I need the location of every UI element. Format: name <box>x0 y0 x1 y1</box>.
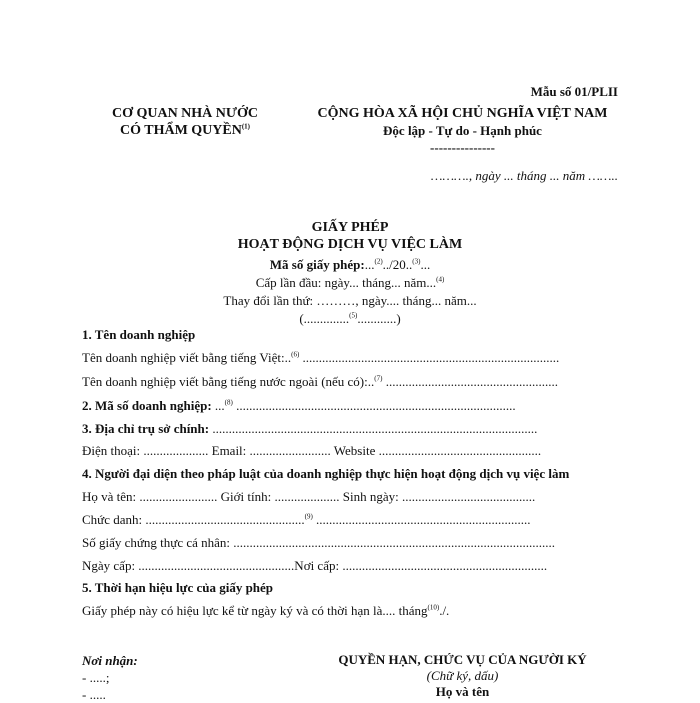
national-header <box>300 105 625 156</box>
change-note-before: (.............. <box>299 311 350 326</box>
section-5-title: 5. Thời hạn hiệu lực của giấy phép <box>82 580 274 595</box>
motto: Độc lập - Tự do - Hạnh phúc <box>383 123 542 138</box>
signer-title: QUYỀN HẠN, CHỨC VỤ CỦA NGƯỜI KÝ <box>338 652 587 667</box>
position-field-extra[interactable]: .................................................................. <box>312 512 531 527</box>
enterprise-code-field[interactable]: ...................................................................................... <box>232 398 516 413</box>
company-name-vn-line <box>82 350 559 366</box>
head-office-address-field[interactable]: .................................................................................................... <box>209 421 538 436</box>
company-name-foreign-note: (7) <box>374 374 383 383</box>
first-issue-note: (4) <box>436 275 445 284</box>
section-1-title: 1. Tên doanh nghiệp <box>82 327 196 342</box>
issue-date-place-line[interactable]: Ngày cấp: ................................................Nơi cấp: ............................................................... <box>82 558 548 573</box>
position-note: (9) <box>304 512 313 521</box>
validity-end: ./. <box>439 603 450 618</box>
company-name-foreign-line <box>82 374 558 390</box>
contact-line[interactable]: Điện thoại: .................... Email: ......................... Website .................................................. <box>82 443 542 458</box>
section-2-prefix: ... <box>211 398 225 413</box>
recipients-label: Nơi nhận: <box>82 653 138 668</box>
section-3-title: 3. Địa chỉ trụ sở chính: <box>82 421 210 436</box>
license-note-2: (2) <box>374 257 383 266</box>
license-info <box>0 256 700 328</box>
change-line: Thay đổi lần thứ: ………, ngày.... tháng... năm... <box>223 293 477 308</box>
authority-line1: CƠ QUAN NHÀ NƯỚC <box>111 106 259 121</box>
authority-line2 <box>100 122 270 139</box>
recipients-block <box>82 652 138 703</box>
recipient-item: - ..... <box>82 687 106 702</box>
authority-line2-text: CÓ THẨM QUYỀN <box>119 123 242 138</box>
validity-text: Giấy phép này có hiệu lực kể từ ngày ký và có thời hạn là.... tháng <box>82 603 428 618</box>
license-number-part2: ../20.. <box>382 257 413 272</box>
change-note-ref: (5) <box>349 311 358 320</box>
section-4-title: 4. Người đại diện theo pháp luật của doanh nghiệp thực hiện hoạt động dịch vụ việc làm <box>82 466 570 481</box>
section-2-line <box>82 398 516 414</box>
signer-name: Họ và tên <box>435 684 490 699</box>
sign-note: (Chữ ký, dấu) <box>426 668 499 683</box>
section-2-title: 2. Mã số doanh nghiệp: <box>82 398 212 413</box>
license-number <box>0 256 700 274</box>
form-code: Mẫu số 01/PLII <box>530 84 618 99</box>
company-name-vn-field[interactable]: ............................................................................... <box>299 350 560 365</box>
section-3-line <box>82 421 537 437</box>
license-number-part1: ... <box>364 257 375 272</box>
authority-note: (1) <box>241 122 251 131</box>
change-note-line <box>0 310 700 328</box>
title-line2: HOẠT ĐỘNG DỊCH VỤ VIỆC LÀM <box>237 237 463 252</box>
issuing-authority <box>100 105 270 139</box>
change-note-after: ............) <box>357 311 401 326</box>
license-number-part3: ... <box>420 257 431 272</box>
id-document-line[interactable]: Số giấy chứng thực cá nhân: ................................................................................................... <box>82 535 556 550</box>
license-number-label: Mã số giấy phép: <box>269 257 365 272</box>
first-issue-line <box>0 274 700 292</box>
section-2-note: (8) <box>224 398 233 407</box>
company-name-vn-note: (6) <box>291 350 300 359</box>
recipient-item: - .....; <box>82 670 110 685</box>
company-name-vn-label: Tên doanh nghiệp viết bằng tiếng Việt:.. <box>82 350 292 365</box>
license-note-3: (3) <box>412 257 421 266</box>
country-name: CỘNG HÒA XÃ HỘI CHỦ NGHĨA VIỆT NAM <box>317 106 608 121</box>
validity-line <box>82 603 449 619</box>
representative-position-line <box>82 512 531 528</box>
signature-block <box>300 652 625 700</box>
position-field[interactable]: Chức danh: ................................................. <box>82 512 305 527</box>
first-issue-text: Cấp lần đầu: ngày... tháng... năm... <box>255 275 437 290</box>
motto-rule: --------------- <box>430 140 495 155</box>
date-line: ………., ngày ... tháng ... năm …….. <box>430 168 618 183</box>
title-line1: GIẤY PHÉP <box>311 220 389 235</box>
validity-note: (10) <box>427 603 440 612</box>
company-name-foreign-field[interactable]: ..................................................... <box>382 374 558 389</box>
company-name-foreign-label: Tên doanh nghiệp viết bằng tiếng nước ngoài (nếu có):.. <box>82 374 375 389</box>
representative-name-line[interactable]: Họ và tên: ........................ Giới tính: .................... Sinh ngày: ......................................... <box>82 489 536 504</box>
document-title <box>0 219 700 253</box>
